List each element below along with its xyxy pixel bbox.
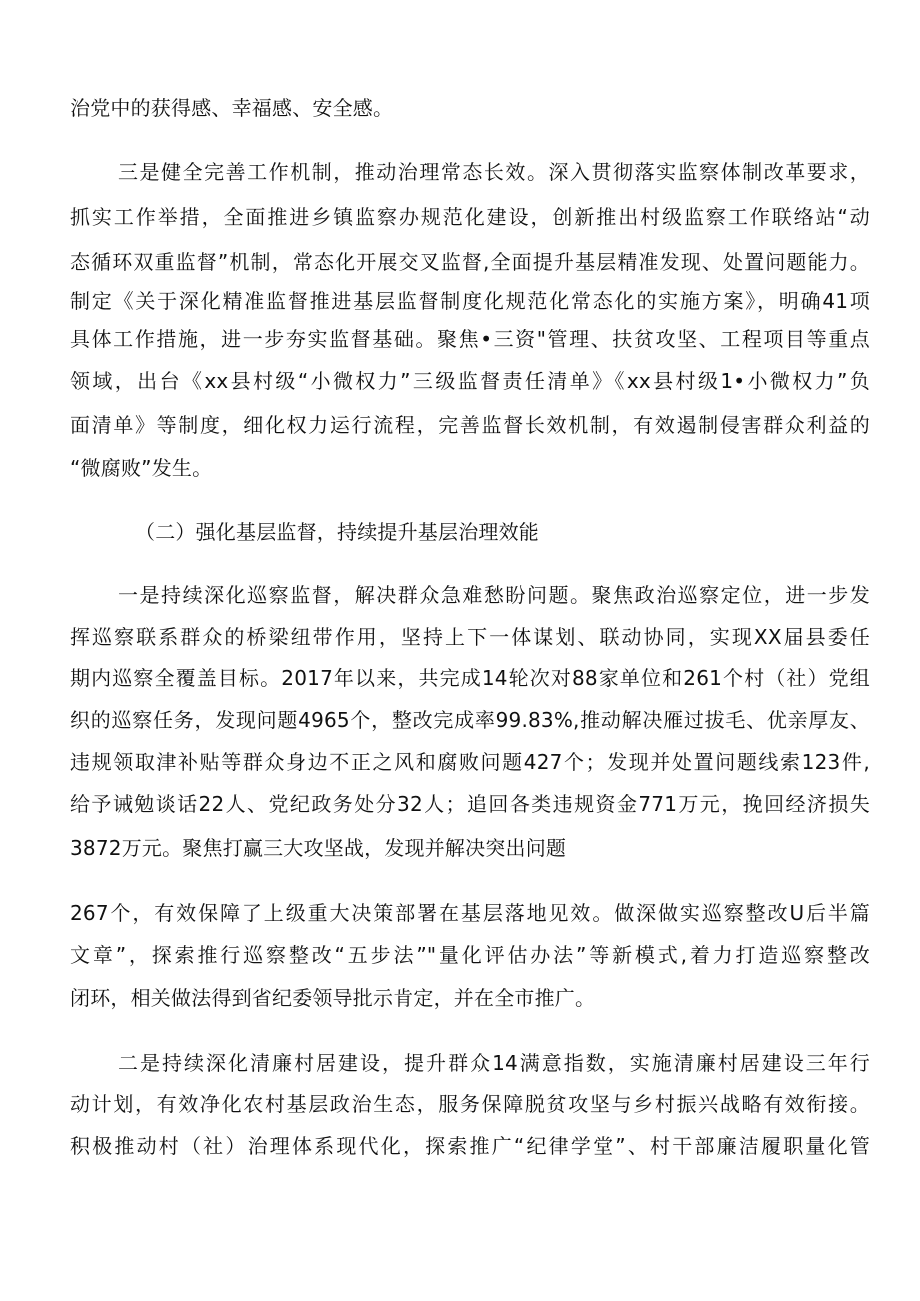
text-line: 织的巡察任务，发现问题4965个，整改完成率99.83%,推动解决雁过拔毛、优亲厚友、 <box>70 708 870 732</box>
text-line: 抓实工作举措，全面推进乡镇监察办规范化建设，创新推出村级监察工作联络站“动 <box>70 205 870 229</box>
text-line: 制定《关于深化精准监督推进基层监督制度化规范化常态化的实施方案》，明确41项 <box>70 289 870 313</box>
text-line: 挥巡察联系群众的桥梁纽带作用，坚持上下一体谋划、联动协同，实现XX届县委任 <box>70 625 870 649</box>
text-line: 态循环双重监督”机制，常态化开展交叉监督,全面提升基层精准发现、处置问题能力。 <box>70 250 870 274</box>
text-line: 一是持续深化巡察监督，解决群众急难愁盼问题。聚焦政治巡察定位，进一步发 <box>118 583 870 607</box>
text-line: “微腐败”发生。 <box>70 456 213 480</box>
text-line: 期内巡察全覆盖目标。2017年以来，共完成14轮次对88家单位和261个村（社）党组 <box>70 666 870 690</box>
text-line: 文章”，探索推行巡察整改“五步法”"量化评估办法”等新模式,着力打造巡察整改 <box>70 943 870 967</box>
text-line: 治党中的获得感、幸福感、安全感。 <box>70 96 394 120</box>
text-line: 领域，出台《xx县村级“小微权力”三级监督责任清单》《xx县村级1•小微权力”负 <box>70 369 870 393</box>
text-line: 二是持续深化清廉村居建设，提升群众14满意指数，实施清廉村居建设三年行 <box>118 1051 870 1075</box>
text-line: 积极推动村（社）治理体系现代化，探索推广“纪律学堂”、村干部廉洁履职量化管 <box>70 1134 870 1158</box>
text-line: 具体工作措施，进一步夯实监督基础。聚焦•三资"管理、扶贫攻坚、工程项目等重点 <box>70 327 870 351</box>
section-heading: （二）强化基层监督，持续提升基层治理效能 <box>135 520 539 544</box>
text-line: 267个，有效保障了上级重大决策部署在基层落地见效。做深做实巡察整改U后半篇 <box>70 901 870 925</box>
text-line: 闭环，相关做法得到省纪委领导批示肯定，并在全市推广。 <box>70 986 596 1010</box>
text-line: 违规领取津补贴等群众身边不正之风和腐败问题427个；发现并处置问题线索123件, <box>70 750 870 774</box>
text-line: 3872万元。聚焦打赢三大攻坚战，发现并解决突出问题 <box>70 836 567 860</box>
text-line: 给予诫勉谈话22人、党纪政务处分32人；追回各类违规资金771万元，挽回经济损失 <box>70 792 870 816</box>
text-line: 三是健全完善工作机制，推动治理常态长效。深入贯彻落实监察体制改革要求， <box>118 160 870 184</box>
text-line: 动计划，有效净化农村基层政治生态，服务保障脱贫攻坚与乡村振兴战略有效衔接。 <box>70 1092 870 1116</box>
text-line: 面清单》等制度，细化权力运行流程，完善监督长效机制，有效遏制侵害群众利益的 <box>70 413 870 437</box>
